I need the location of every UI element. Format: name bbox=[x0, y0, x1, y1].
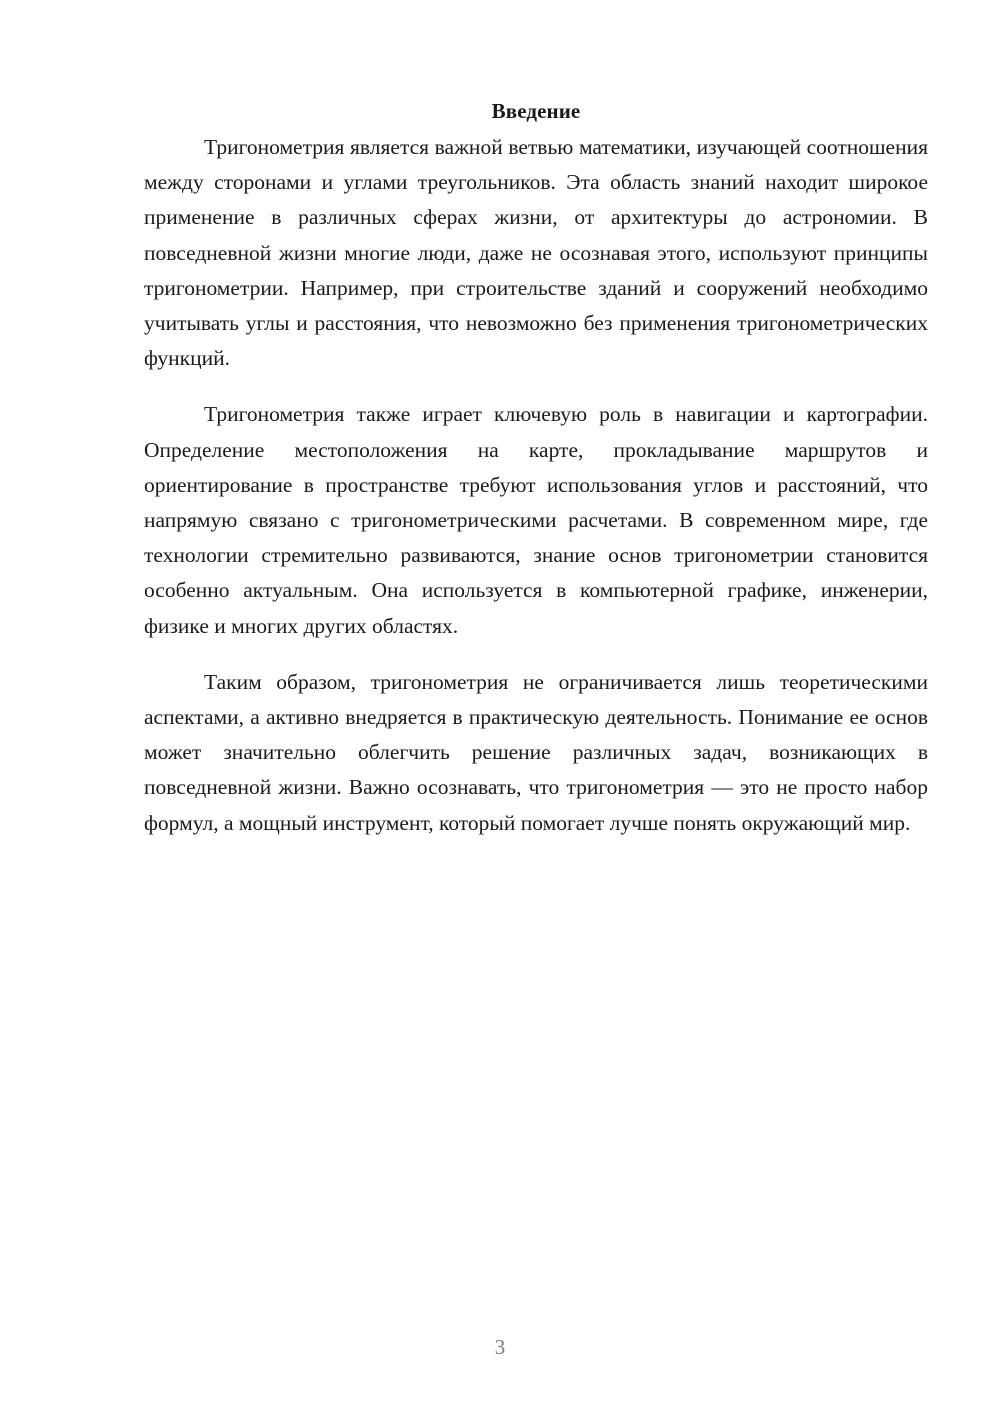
paragraph-1: Тригонометрия является важной ветвью математики, изучающей соотношения между сторонами и углами треугольников. Эта область знаний находит широкое применение в различных сферах жизни, от архитектуры до астрономии. В повседневной жизни многие люди, даже не осознавая этого, используют принципы тригонометрии. Например, при строительстве зданий и сооружений необходимо учитывать углы и расстояния, что невозможно без применения тригонометрических функций. bbox=[144, 135, 928, 371]
paragraph-3: Таким образом, тригонометрия не ограничивается лишь теоретическими аспектами, а активно внедряется в практическую деятельность. Понимание ее основ может значительно облегчить решение различных задач, возникающих в повседневной жизни. Важно осознавать, что тригонометрия — это не просто набор формул, а мощный инструмент, который помогает лучше понять окружающий мир. bbox=[144, 669, 928, 835]
section-heading: Введение bbox=[491, 99, 581, 123]
page-number: 3 bbox=[494, 1335, 506, 1359]
page-content bbox=[144, 96, 928, 841]
paragraph-2: Тригонометрия также играет ключевую роль в навигации и картографии. Определение местоположения на карте, прокладывание маршрутов и ориентирование в пространстве требуют использования углов и расстояний, что напрямую связано с тригонометрическими расчетами. В современном мире, где технологии стремительно развиваются, знание основ тригонометрии становится особенно актуальным. Она используется в компьютерной графике, инженерии, физике и многих других областях. bbox=[144, 402, 928, 638]
